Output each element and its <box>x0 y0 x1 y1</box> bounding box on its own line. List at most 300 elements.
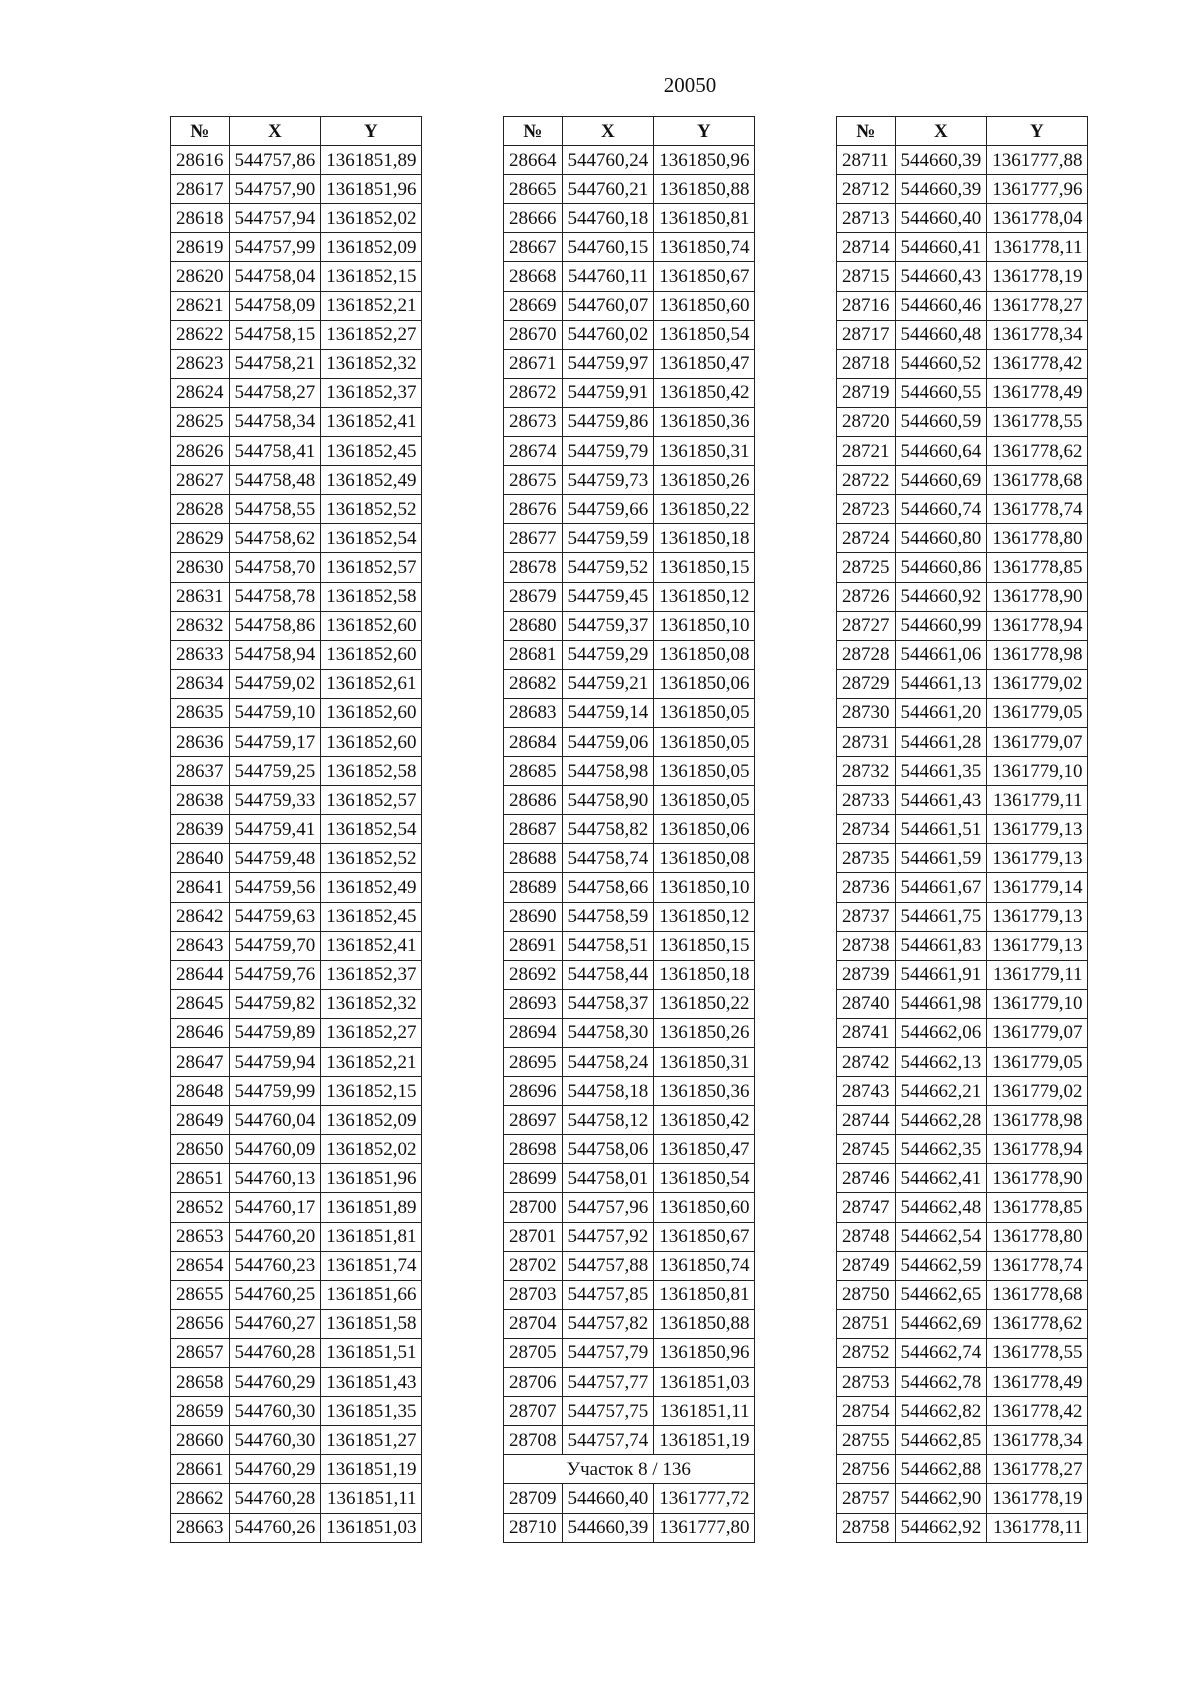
point-number-cell: 28681 <box>504 640 563 669</box>
x-coordinate-cell: 544759,76 <box>229 960 321 989</box>
table-row <box>504 1135 755 1164</box>
y-coordinate-cell: 1361779,11 <box>987 786 1087 815</box>
table-row <box>504 698 755 727</box>
table-row <box>837 1077 1088 1106</box>
x-coordinate-cell: 544662,59 <box>895 1251 987 1280</box>
y-coordinate-cell: 1361850,74 <box>654 233 754 262</box>
y-coordinate-cell: 1361779,13 <box>987 815 1087 844</box>
table-row <box>171 1338 422 1367</box>
x-coordinate-cell: 544660,55 <box>895 378 987 407</box>
y-coordinate-cell: 1361850,08 <box>654 640 754 669</box>
x-coordinate-cell: 544661,43 <box>895 786 987 815</box>
y-coordinate-cell: 1361778,55 <box>987 1338 1087 1367</box>
point-number-cell: 28716 <box>837 291 896 320</box>
point-number-cell: 28671 <box>504 349 563 378</box>
table-row <box>171 582 422 611</box>
table-row <box>837 233 1088 262</box>
point-number-cell: 28646 <box>171 1018 230 1047</box>
table-row <box>171 815 422 844</box>
point-number-cell: 28720 <box>837 407 896 436</box>
table-row <box>504 757 755 786</box>
x-coordinate-cell: 544760,13 <box>229 1164 321 1193</box>
y-coordinate-cell: 1361852,09 <box>321 1106 421 1135</box>
y-coordinate-cell: 1361779,11 <box>987 960 1087 989</box>
table-row <box>171 1077 422 1106</box>
header-y: Y <box>987 117 1087 146</box>
x-coordinate-cell: 544662,65 <box>895 1280 987 1309</box>
y-coordinate-cell: 1361850,96 <box>654 146 754 175</box>
table-row <box>837 815 1088 844</box>
header-x: X <box>229 117 321 146</box>
y-coordinate-cell: 1361851,96 <box>321 1164 421 1193</box>
y-coordinate-cell: 1361778,42 <box>987 1397 1087 1426</box>
y-coordinate-cell: 1361852,41 <box>321 407 421 436</box>
table-row <box>504 349 755 378</box>
table-row <box>171 291 422 320</box>
point-number-cell: 28647 <box>171 1048 230 1077</box>
table-row <box>837 873 1088 902</box>
point-number-cell: 28636 <box>171 727 230 756</box>
y-coordinate-cell: 1361778,74 <box>987 495 1087 524</box>
point-number-cell: 28733 <box>837 786 896 815</box>
x-coordinate-cell: 544758,12 <box>562 1106 654 1135</box>
point-number-cell: 28731 <box>837 727 896 756</box>
y-coordinate-cell: 1361778,90 <box>987 582 1087 611</box>
x-coordinate-cell: 544662,88 <box>895 1455 987 1484</box>
x-coordinate-cell: 544662,74 <box>895 1338 987 1367</box>
y-coordinate-cell: 1361850,54 <box>654 320 754 349</box>
table-row <box>171 989 422 1018</box>
table-row <box>171 146 422 175</box>
y-coordinate-cell: 1361852,15 <box>321 262 421 291</box>
x-coordinate-cell: 544760,17 <box>229 1193 321 1222</box>
x-coordinate-cell: 544758,27 <box>229 378 321 407</box>
table-row <box>171 524 422 553</box>
y-coordinate-cell: 1361851,43 <box>321 1368 421 1397</box>
table-row <box>837 407 1088 436</box>
x-coordinate-cell: 544661,83 <box>895 931 987 960</box>
y-coordinate-cell: 1361778,34 <box>987 320 1087 349</box>
x-coordinate-cell: 544661,59 <box>895 844 987 873</box>
table-row <box>171 640 422 669</box>
x-coordinate-cell: 544760,11 <box>562 262 654 291</box>
y-coordinate-cell: 1361850,26 <box>654 1018 754 1047</box>
x-coordinate-cell: 544759,14 <box>562 698 654 727</box>
x-coordinate-cell: 544759,97 <box>562 349 654 378</box>
y-coordinate-cell: 1361852,49 <box>321 873 421 902</box>
point-number-cell: 28620 <box>171 262 230 291</box>
point-number-cell: 28725 <box>837 553 896 582</box>
y-coordinate-cell: 1361851,27 <box>321 1426 421 1455</box>
point-number-cell: 28632 <box>171 611 230 640</box>
table-row <box>504 1018 755 1047</box>
table-row <box>837 611 1088 640</box>
y-coordinate-cell: 1361850,15 <box>654 553 754 582</box>
table-row <box>837 1251 1088 1280</box>
table-row <box>504 786 755 815</box>
x-coordinate-cell: 544759,10 <box>229 698 321 727</box>
table-row <box>504 407 755 436</box>
x-coordinate-cell: 544760,27 <box>229 1309 321 1338</box>
x-coordinate-cell: 544758,41 <box>229 437 321 466</box>
x-coordinate-cell: 544660,92 <box>895 582 987 611</box>
table-row <box>837 1309 1088 1338</box>
table-row <box>837 1222 1088 1251</box>
x-coordinate-cell: 544662,48 <box>895 1193 987 1222</box>
y-coordinate-cell: 1361850,74 <box>654 1251 754 1280</box>
table-row <box>504 1280 755 1309</box>
x-coordinate-cell: 544759,17 <box>229 727 321 756</box>
y-coordinate-cell: 1361777,88 <box>987 146 1087 175</box>
table-row <box>837 727 1088 756</box>
x-coordinate-cell: 544759,37 <box>562 611 654 640</box>
point-number-cell: 28642 <box>171 902 230 931</box>
table-row <box>837 844 1088 873</box>
point-number-cell: 28672 <box>504 378 563 407</box>
point-number-cell: 28678 <box>504 553 563 582</box>
y-coordinate-cell: 1361850,36 <box>654 1077 754 1106</box>
table-row <box>171 175 422 204</box>
y-coordinate-cell: 1361779,02 <box>987 1077 1087 1106</box>
x-coordinate-cell: 544758,15 <box>229 320 321 349</box>
table-row <box>837 291 1088 320</box>
point-number-cell: 28637 <box>171 757 230 786</box>
header-number: № <box>171 117 230 146</box>
y-coordinate-cell: 1361852,21 <box>321 1048 421 1077</box>
y-coordinate-cell: 1361778,98 <box>987 640 1087 669</box>
point-number-cell: 28675 <box>504 466 563 495</box>
point-number-cell: 28645 <box>171 989 230 1018</box>
y-coordinate-cell: 1361850,88 <box>654 1309 754 1338</box>
table-row <box>171 553 422 582</box>
point-number-cell: 28665 <box>504 175 563 204</box>
point-number-cell: 28709 <box>504 1484 563 1513</box>
x-coordinate-cell: 544759,41 <box>229 815 321 844</box>
point-number-cell: 28756 <box>837 1455 896 1484</box>
point-number-cell: 28740 <box>837 989 896 1018</box>
point-number-cell: 28643 <box>171 931 230 960</box>
y-coordinate-cell: 1361777,96 <box>987 175 1087 204</box>
table-row <box>504 815 755 844</box>
x-coordinate-cell: 544660,41 <box>895 233 987 262</box>
x-coordinate-cell: 544661,28 <box>895 727 987 756</box>
point-number-cell: 28648 <box>171 1077 230 1106</box>
y-coordinate-cell: 1361850,10 <box>654 873 754 902</box>
x-coordinate-cell: 544759,52 <box>562 553 654 582</box>
table-row <box>504 1513 755 1542</box>
y-coordinate-cell: 1361778,27 <box>987 1455 1087 1484</box>
table-row <box>171 466 422 495</box>
y-coordinate-cell: 1361851,81 <box>321 1222 421 1251</box>
y-coordinate-cell: 1361852,02 <box>321 204 421 233</box>
x-coordinate-cell: 544758,86 <box>229 611 321 640</box>
x-coordinate-cell: 544758,30 <box>562 1018 654 1047</box>
point-number-cell: 28639 <box>171 815 230 844</box>
point-number-cell: 28696 <box>504 1077 563 1106</box>
point-number-cell: 28669 <box>504 291 563 320</box>
x-coordinate-cell: 544759,21 <box>562 669 654 698</box>
x-coordinate-cell: 544660,59 <box>895 407 987 436</box>
y-coordinate-cell: 1361778,98 <box>987 1106 1087 1135</box>
point-number-cell: 28722 <box>837 466 896 495</box>
point-number-cell: 28748 <box>837 1222 896 1251</box>
x-coordinate-cell: 544757,94 <box>229 204 321 233</box>
y-coordinate-cell: 1361852,32 <box>321 349 421 378</box>
x-coordinate-cell: 544662,13 <box>895 1048 987 1077</box>
table-row <box>504 291 755 320</box>
point-number-cell: 28689 <box>504 873 563 902</box>
y-coordinate-cell: 1361852,02 <box>321 1135 421 1164</box>
x-coordinate-cell: 544759,82 <box>229 989 321 1018</box>
y-coordinate-cell: 1361779,07 <box>987 727 1087 756</box>
y-coordinate-cell: 1361852,41 <box>321 931 421 960</box>
y-coordinate-cell: 1361850,67 <box>654 1222 754 1251</box>
point-number-cell: 28706 <box>504 1368 563 1397</box>
point-number-cell: 28692 <box>504 960 563 989</box>
y-coordinate-cell: 1361852,09 <box>321 233 421 262</box>
table-row <box>837 1484 1088 1513</box>
y-coordinate-cell: 1361850,06 <box>654 669 754 698</box>
point-number-cell: 28617 <box>171 175 230 204</box>
table-row <box>504 960 755 989</box>
point-number-cell: 28640 <box>171 844 230 873</box>
point-number-cell: 28757 <box>837 1484 896 1513</box>
x-coordinate-cell: 544759,86 <box>562 407 654 436</box>
table-row <box>837 698 1088 727</box>
table-row <box>171 727 422 756</box>
y-coordinate-cell: 1361778,49 <box>987 1368 1087 1397</box>
x-coordinate-cell: 544758,01 <box>562 1164 654 1193</box>
table-row <box>837 349 1088 378</box>
table-row <box>504 1484 755 1513</box>
table-row <box>837 1018 1088 1047</box>
y-coordinate-cell: 1361779,13 <box>987 931 1087 960</box>
point-number-cell: 28634 <box>171 669 230 698</box>
point-number-cell: 28708 <box>504 1426 563 1455</box>
table-row <box>504 1397 755 1426</box>
table-row <box>504 233 755 262</box>
y-coordinate-cell: 1361777,80 <box>654 1513 754 1542</box>
point-number-cell: 28655 <box>171 1280 230 1309</box>
table-row <box>837 1455 1088 1484</box>
table-row <box>171 1426 422 1455</box>
x-coordinate-cell: 544660,74 <box>895 495 987 524</box>
y-coordinate-cell: 1361850,81 <box>654 1280 754 1309</box>
y-coordinate-cell: 1361778,11 <box>987 233 1087 262</box>
point-number-cell: 28688 <box>504 844 563 873</box>
point-number-cell: 28744 <box>837 1106 896 1135</box>
point-number-cell: 28755 <box>837 1426 896 1455</box>
y-coordinate-cell: 1361778,49 <box>987 378 1087 407</box>
y-coordinate-cell: 1361850,42 <box>654 1106 754 1135</box>
x-coordinate-cell: 544757,99 <box>229 233 321 262</box>
x-coordinate-cell: 544661,13 <box>895 669 987 698</box>
x-coordinate-cell: 544758,98 <box>562 757 654 786</box>
y-coordinate-cell: 1361850,08 <box>654 844 754 873</box>
table-row <box>504 611 755 640</box>
y-coordinate-cell: 1361851,19 <box>321 1455 421 1484</box>
y-coordinate-cell: 1361850,22 <box>654 989 754 1018</box>
table-header-row <box>171 117 422 146</box>
y-coordinate-cell: 1361778,80 <box>987 1222 1087 1251</box>
point-number-cell: 28666 <box>504 204 563 233</box>
table-row <box>171 1222 422 1251</box>
table-row <box>171 1368 422 1397</box>
table-row <box>504 146 755 175</box>
x-coordinate-cell: 544759,56 <box>229 873 321 902</box>
coordinates-table-2 <box>503 116 755 1543</box>
y-coordinate-cell: 1361852,21 <box>321 291 421 320</box>
x-coordinate-cell: 544759,99 <box>229 1077 321 1106</box>
y-coordinate-cell: 1361778,19 <box>987 262 1087 291</box>
x-coordinate-cell: 544760,30 <box>229 1426 321 1455</box>
y-coordinate-cell: 1361778,85 <box>987 1193 1087 1222</box>
table-row <box>837 669 1088 698</box>
x-coordinate-cell: 544758,74 <box>562 844 654 873</box>
table-row <box>837 1338 1088 1367</box>
table-row <box>504 1338 755 1367</box>
point-number-cell: 28676 <box>504 495 563 524</box>
point-number-cell: 28699 <box>504 1164 563 1193</box>
y-coordinate-cell: 1361850,12 <box>654 582 754 611</box>
section-label: Участок 8 / 136 <box>504 1455 755 1484</box>
point-number-cell: 28635 <box>171 698 230 727</box>
point-number-cell: 28649 <box>171 1106 230 1135</box>
point-number-cell: 28697 <box>504 1106 563 1135</box>
point-number-cell: 28747 <box>837 1193 896 1222</box>
point-number-cell: 28734 <box>837 815 896 844</box>
y-coordinate-cell: 1361850,10 <box>654 611 754 640</box>
y-coordinate-cell: 1361851,11 <box>321 1484 421 1513</box>
table-row <box>504 175 755 204</box>
point-number-cell: 28751 <box>837 1309 896 1338</box>
y-coordinate-cell: 1361850,05 <box>654 727 754 756</box>
point-number-cell: 28654 <box>171 1251 230 1280</box>
x-coordinate-cell: 544660,43 <box>895 262 987 291</box>
point-number-cell: 28715 <box>837 262 896 291</box>
table-row <box>837 1164 1088 1193</box>
table-row <box>171 786 422 815</box>
table-row <box>171 1164 422 1193</box>
table-row <box>837 146 1088 175</box>
y-coordinate-cell: 1361779,13 <box>987 902 1087 931</box>
y-coordinate-cell: 1361850,47 <box>654 349 754 378</box>
y-coordinate-cell: 1361850,60 <box>654 1193 754 1222</box>
table-row <box>504 495 755 524</box>
y-coordinate-cell: 1361850,05 <box>654 757 754 786</box>
y-coordinate-cell: 1361850,31 <box>654 1048 754 1077</box>
point-number-cell: 28693 <box>504 989 563 1018</box>
table-row <box>837 757 1088 786</box>
x-coordinate-cell: 544757,96 <box>562 1193 654 1222</box>
x-coordinate-cell: 544758,82 <box>562 815 654 844</box>
x-coordinate-cell: 544759,89 <box>229 1018 321 1047</box>
y-coordinate-cell: 1361852,60 <box>321 727 421 756</box>
point-number-cell: 28690 <box>504 902 563 931</box>
x-coordinate-cell: 544759,02 <box>229 669 321 698</box>
point-number-cell: 28735 <box>837 844 896 873</box>
x-coordinate-cell: 544760,09 <box>229 1135 321 1164</box>
y-coordinate-cell: 1361850,15 <box>654 931 754 960</box>
point-number-cell: 28703 <box>504 1280 563 1309</box>
y-coordinate-cell: 1361851,74 <box>321 1251 421 1280</box>
table-row <box>171 1048 422 1077</box>
x-coordinate-cell: 544660,69 <box>895 466 987 495</box>
x-coordinate-cell: 544661,67 <box>895 873 987 902</box>
header-y: Y <box>654 117 754 146</box>
x-coordinate-cell: 544757,77 <box>562 1368 654 1397</box>
y-coordinate-cell: 1361851,35 <box>321 1397 421 1426</box>
x-coordinate-cell: 544757,92 <box>562 1222 654 1251</box>
table-row <box>504 1309 755 1338</box>
y-coordinate-cell: 1361852,61 <box>321 669 421 698</box>
x-coordinate-cell: 544661,51 <box>895 815 987 844</box>
y-coordinate-cell: 1361852,60 <box>321 698 421 727</box>
table-row <box>504 844 755 873</box>
table-row <box>171 757 422 786</box>
point-number-cell: 28622 <box>171 320 230 349</box>
x-coordinate-cell: 544660,52 <box>895 349 987 378</box>
x-coordinate-cell: 544661,20 <box>895 698 987 727</box>
table-row <box>837 1426 1088 1455</box>
point-number-cell: 28710 <box>504 1513 563 1542</box>
point-number-cell: 28711 <box>837 146 896 175</box>
point-number-cell: 28746 <box>837 1164 896 1193</box>
x-coordinate-cell: 544757,74 <box>562 1426 654 1455</box>
y-coordinate-cell: 1361778,55 <box>987 407 1087 436</box>
table-row <box>171 378 422 407</box>
point-number-cell: 28714 <box>837 233 896 262</box>
x-coordinate-cell: 544758,90 <box>562 786 654 815</box>
x-coordinate-cell: 544758,78 <box>229 582 321 611</box>
table-row <box>171 669 422 698</box>
x-coordinate-cell: 544760,04 <box>229 1106 321 1135</box>
table-row <box>504 727 755 756</box>
y-coordinate-cell: 1361852,27 <box>321 1018 421 1047</box>
y-coordinate-cell: 1361778,62 <box>987 1309 1087 1338</box>
x-coordinate-cell: 544661,75 <box>895 902 987 931</box>
y-coordinate-cell: 1361852,15 <box>321 1077 421 1106</box>
x-coordinate-cell: 544660,39 <box>562 1513 654 1542</box>
x-coordinate-cell: 544757,86 <box>229 146 321 175</box>
x-coordinate-cell: 544759,94 <box>229 1048 321 1077</box>
x-coordinate-cell: 544757,82 <box>562 1309 654 1338</box>
y-coordinate-cell: 1361852,57 <box>321 786 421 815</box>
point-number-cell: 28673 <box>504 407 563 436</box>
table-row <box>171 1309 422 1338</box>
y-coordinate-cell: 1361851,58 <box>321 1309 421 1338</box>
table-row <box>837 1368 1088 1397</box>
section-row <box>504 1455 755 1484</box>
table-row <box>837 1048 1088 1077</box>
point-number-cell: 28685 <box>504 757 563 786</box>
y-coordinate-cell: 1361850,26 <box>654 466 754 495</box>
y-coordinate-cell: 1361850,60 <box>654 291 754 320</box>
table-row <box>837 204 1088 233</box>
table-row <box>837 1397 1088 1426</box>
x-coordinate-cell: 544662,21 <box>895 1077 987 1106</box>
point-number-cell: 28624 <box>171 378 230 407</box>
y-coordinate-cell: 1361778,80 <box>987 524 1087 553</box>
point-number-cell: 28691 <box>504 931 563 960</box>
point-number-cell: 28737 <box>837 902 896 931</box>
point-number-cell: 28653 <box>171 1222 230 1251</box>
point-number-cell: 28651 <box>171 1164 230 1193</box>
y-coordinate-cell: 1361851,89 <box>321 1193 421 1222</box>
table-row <box>504 1106 755 1135</box>
table-row <box>837 175 1088 204</box>
x-coordinate-cell: 544660,39 <box>895 175 987 204</box>
